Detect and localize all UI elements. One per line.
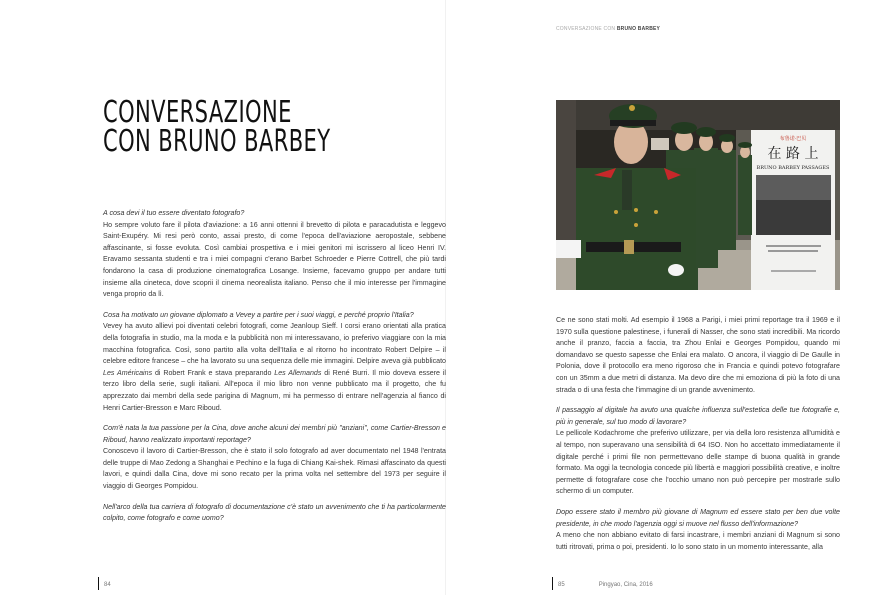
- poster-title-en: BRUNO BARBEY PASSAGES: [756, 165, 830, 171]
- right-text-column: [556, 315, 840, 562]
- running-head-name: BRUNO BARBEY: [616, 26, 661, 32]
- answer-text: di René Burri. Il mio doveva essere il terzo libro della serie, sugli italiani. All'epoca il mio libro non venne pubblicato ma il progetto, che fu apprezzato dai membri della sede parigina di Magnum, mi ha permesso di entrare nell'agenzia al fianco di Henri Cartier-Bresson e Marc Riboud.: [103, 368, 447, 412]
- answer-text: Vevey ha avuto allievi poi diventati celebri fotografi, come Jeanloup Sieff. I corsi erano orientati alla pratica della fotografia in studio, ma la moda e la pubblicità non mi interessavano, io preferivo viaggiare con la mia macchina fotografica. Così, sono partito alla volta dell'Italia e al ritorno ho incontrato Robert Delpire – il celebre editore francese – che ha lavorato su una sequenza delle mie immagini. Delpire aveva già pubblicato: [103, 322, 446, 366]
- qa-block: [103, 208, 446, 301]
- qa-block: [556, 507, 840, 553]
- left-text-column: [103, 208, 446, 534]
- interview-question: Com'è nata la tua passione per la Cina, dove anche alcuni dei membri più "anziani", come Cartier-Bresson e Riboud, hanno realizzato importanti reportage?: [103, 424, 446, 444]
- folio-rule: [552, 577, 553, 590]
- publication-caption: Pingyao, Cina, 2016: [598, 582, 653, 588]
- folio-rule: [98, 577, 99, 590]
- answer-text: di Robert Frank e stava preparando: [152, 368, 275, 377]
- interview-answer: Ce ne sono stati molti. Ad esempio il 1968 a Parigi, i miei primi reportage tra il 1969 e il 1970 sulla questione palestinese, i funerali di Nasser, che sono stati incredibili. Ma ricordo anche il pranzo, faccia a faccia, tra Zhou Enlai e Georges Pompidou, quando mi domandavo se questo sapesse che Enlai era malato. O ancora, il viaggio di De Gaulle in Polonia, dove il protocollo era meno rigoroso che in Francia e quindi potevo fotografare con un 35mm a due metri di distanza. Ma devo dire che mi emoziona di più la foto di una strada o di una festa che l'immagine di un grande avvenimento.: [556, 316, 840, 394]
- interview-question: Dopo essere stato il membro più giovane di Magnum ed essere stato per ben due volte presidente, in che modo l'agenzia oggi si muove nel flusso dell'informazione?: [556, 507, 840, 528]
- running-head-prefix: CONVERSAZIONE CON: [556, 26, 616, 32]
- qa-block: [103, 423, 446, 493]
- running-head: [556, 26, 660, 32]
- interview-answer: A meno che non abbiano evitato di farsi incastrare, i membri anziani di Magnum si sono tutti ritrovati, prima o poi, presidenti. Io lo sono stato in un momento interessante, alla: [556, 531, 840, 551]
- photo-soldiers-marching: [556, 100, 840, 290]
- qa-block: [556, 315, 840, 396]
- interview-answer: [103, 321, 446, 414]
- qa-block: [556, 405, 840, 498]
- poster-title-cn: 在 路 上: [767, 146, 819, 162]
- qa-block: [103, 310, 446, 414]
- book-title: Les Allemands: [274, 368, 322, 377]
- page-number-left: 84: [104, 582, 111, 588]
- right-folio: [552, 577, 653, 590]
- book-title: Les Américains: [103, 368, 153, 377]
- article-title: [103, 95, 331, 159]
- interview-answer: Ho sempre voluto fare il pilota d'aviazione: a 16 anni ottenni il brevetto di pilota e paracadutista e leggevo Saint-Exupéry. Mi resi però conto, assai presto, di come l'epoca dell'aviazione aeropostale, sebbene affascinante, si fosse evoluta. Così cambiai prospettiva e i miei genitori mi iscrissero al liceo Henri IV. Eravamo sessanta studenti e tra i miei compagni c'erano Barbet Schroeder e Pierre Cottrell, che più tardi fondarono la casa di produzione cinematografica Losange. Insieme, facevamo gruppo per andare tutti insieme alla cineteca, dove scoprii il cinema neorealista italiano. Penso che il mio interesse per l'immagine venga proprio da lì.: [103, 220, 446, 299]
- article-title-line1: CONVERSAZIONE: [103, 95, 292, 130]
- poster-subtitle-cn: 布鲁诺·巴贝: [779, 136, 807, 142]
- interview-question: Cosa ha motivato un giovane diplomato a Vevey a partire per i suoi viaggi, e perché proprio l'Italia?: [103, 310, 414, 319]
- left-folio: [98, 577, 111, 590]
- interview-answer: Conoscevo il lavoro di Cartier-Bresson, che è stato il solo fotografo ad aver documentato nel 1948 l'entrata delle truppe di Mao Zedong a Shanghai e Pechino e la fuga di Chiang Kai-shek. Rimasi affascinato da questi lavori, e quindi dalla Cina, dove mi sono recato per la prima volta nel settembre del 1973 per seguire il viaggio di Georges Pompidou.: [103, 447, 446, 491]
- interview-question: A cosa devi il tuo essere diventato fotografo?: [103, 209, 245, 217]
- article-title-line2: CON BRUNO BARBEY: [103, 124, 331, 159]
- page-number-right: 85: [558, 582, 565, 588]
- photo-illustration: [556, 100, 840, 290]
- interview-question: Nell'arco della tua carriera di fotografo di documentazione c'è stato un avvenimento che ti ha particolarmente colpito, come fotografo e come uomo?: [103, 502, 446, 523]
- qa-block: [103, 502, 446, 525]
- interview-answer: Le pellicole Kodachrome che preferivo utilizzare, per via della loro resistenza all'umidità e al tempo, non superavano una sensibilità di 64 ISO. Non ho accettato immediatamente il digitale perché i primi file non permettevano delle stampe di buona qualità in grande formato. Ma oggi la tecnologia concede più libertà e maggiori possibilità creative, e inoltre permette di fotografare cose che l'occhio umano non può percepire per mostrarle sullo schermo di un computer.: [556, 429, 840, 496]
- interview-question: Il passaggio al digitale ha avuto una qualche influenza sull'estetica delle tue fotografie e, più in generale, sul tuo modo di lavorare?: [556, 406, 840, 426]
